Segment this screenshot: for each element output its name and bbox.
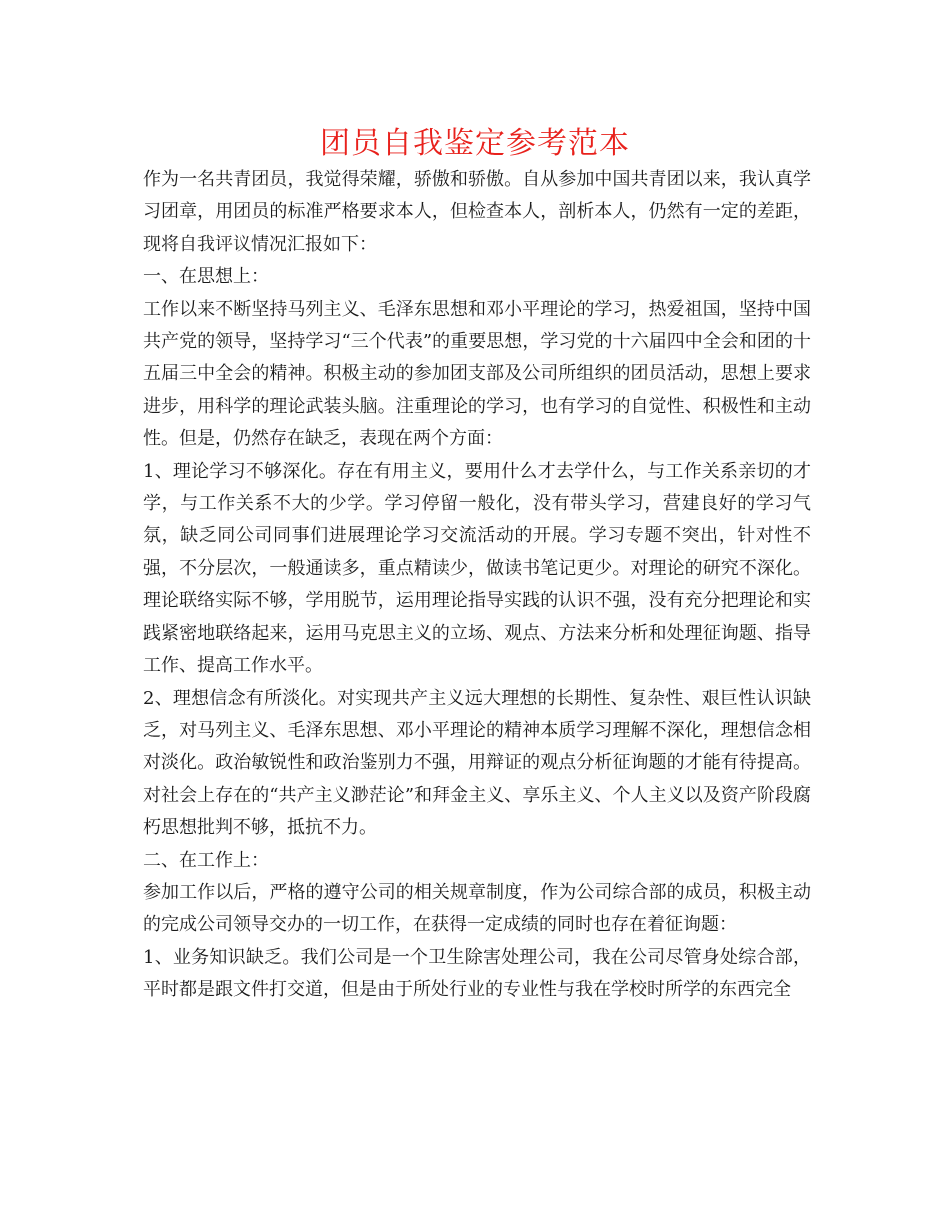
paragraph-work: 参加工作以后，严格的遵守公司的相关规章制度，作为公司综合部的成员，积极主动的完成公司领导交办的一切工作，在获得一定成绩的同时也存在着征询题： xyxy=(143,881,811,936)
document-body xyxy=(143,164,811,1007)
paragraph-business-knowledge: 1、业务知识缺乏。我们公司是一个卫生除害处理公司，我在公司尽管身处综合部，平时都是跟文件打交道，但是由于所处行业的专业性与我在学校时所学的东西完全 xyxy=(143,946,811,1001)
section-heading-thought: 一、在思想上： xyxy=(143,266,269,288)
paragraph-intro: 作为一名共青团员，我觉得荣耀，骄傲和骄傲。自从参加中国共青团以来，我认真学习团章，用团员的标准严格要求本人，但检查本人，剖析本人，仍然有一定的差距，现将自我评议情况汇报如下： xyxy=(143,169,811,255)
document-title: 团员自我鉴定参考范本 xyxy=(320,126,630,161)
paragraph-thought: 工作以来不断坚持马列主义、毛泽东思想和邓小平理论的学习，热爱祖国，坚持中国共产党的领导，坚持学习“三个代表”的重要思想，学习党的十六届四中全会和团的十五届三中全会的精神。积极主动的参加团支部及公司所组织的团员活动，思想上要求进步，用科学的理论武装头脑。注重理论的学习，也有学习的自觉性、积极性和主动性。但是，仍然存在缺乏，表现在两个方面： xyxy=(143,298,811,450)
section-heading-work: 二、在工作上： xyxy=(143,849,269,871)
paragraph-theory-study: 1、理论学习不够深化。存在有用主义，要用什么才去学什么，与工作关系亲切的才学，与工作关系不大的少学。学习停留一般化，没有带头学习，营建良好的学习气氛，缺乏同公司同事们进展理论学习交流活动的开展。学习专题不突出，针对性不强，不分层次，一般通读多，重点精读少，做读书笔记更少。对理论的研究不深化。理论联络实际不够，学用脱节，运用理论指导实践的认识不强，没有充分把理论和实践紧密地联络起来，运用马克思主义的立场、观点、方法来分析和处理征询题、指导工作、提高工作水平。 xyxy=(143,460,811,677)
paragraph-ideals: 2、理想信念有所淡化。对实现共产主义远大理想的长期性、复杂性、艰巨性认识缺乏，对马列主义、毛泽东思想、邓小平理论的精神本质学习理解不深化，理想信念相对淡化。政治敏锐性和政治鉴别力不强，用辩证的观点分析征询题的才能有待提高。对社会上存在的“共产主义渺茫论”和拜金主义、享乐主义、个人主义以及资产阶段腐朽思想批判不够，抵抗不力。 xyxy=(143,687,811,839)
